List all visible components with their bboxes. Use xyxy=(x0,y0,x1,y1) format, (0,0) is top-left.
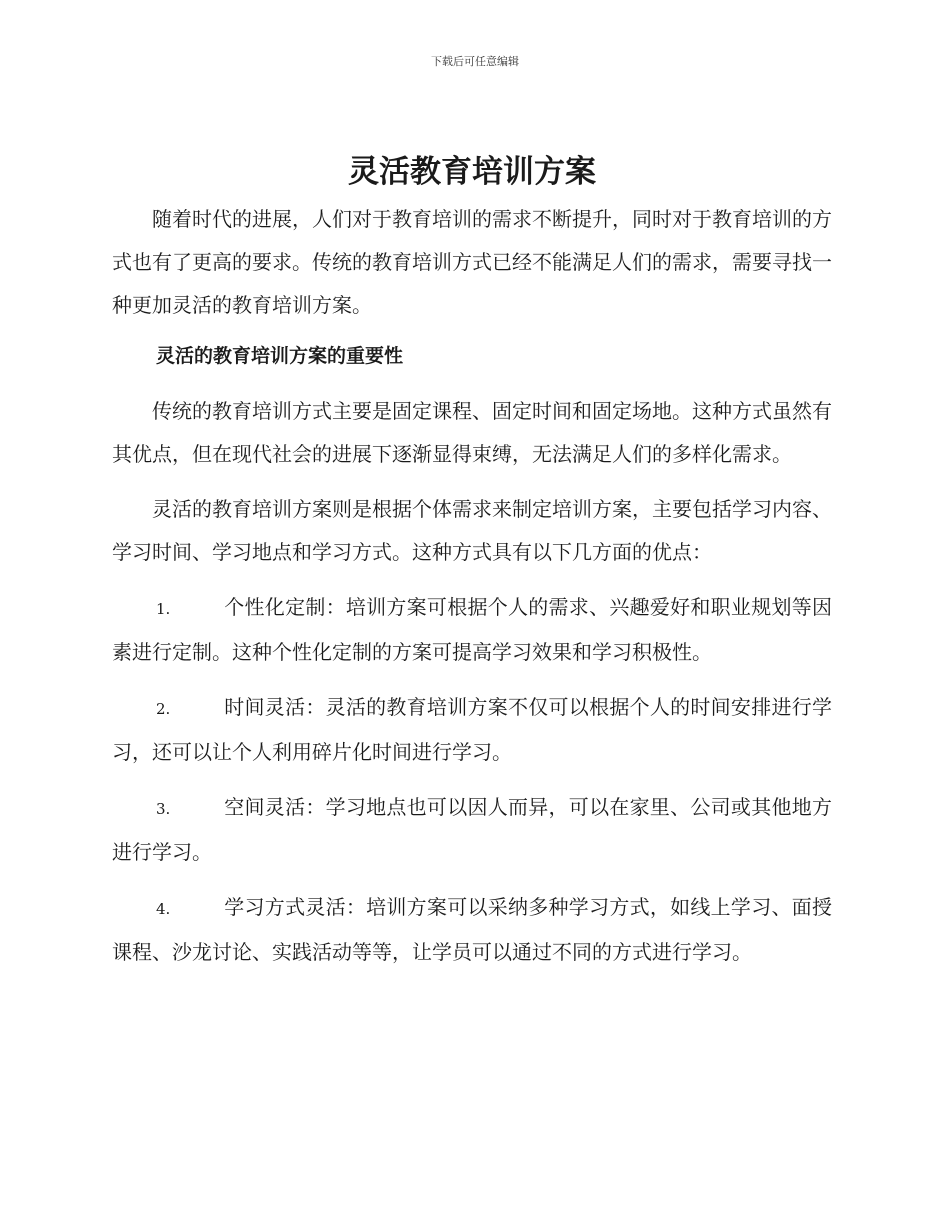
list-item-number: 4. xyxy=(156,900,171,918)
list-item xyxy=(112,886,832,974)
list-item xyxy=(112,586,832,674)
page-header-note: 下载后可任意编辑 xyxy=(431,55,519,68)
list-item-number: 1. xyxy=(156,600,171,618)
body-paragraph: 灵活的教育培训方案则是根据个体需求来制定培训方案，主要包括学习内容、学习时间、学习地点和学习方式。这种方式具有以下几方面的优点： xyxy=(112,497,832,564)
list-item-text: 学习方式灵活：培训方案可以采纳多种学习方式，如线上学习、面授课程、沙龙讨论、实践活动等等，让学员可以通过不同的方式进行学习。 xyxy=(112,895,832,964)
list-item xyxy=(112,786,832,874)
list-item-number: 3. xyxy=(156,800,171,818)
document-body xyxy=(112,150,832,974)
section-heading: 灵活的教育培训方案的重要性 xyxy=(156,345,404,367)
advantages-list xyxy=(112,586,832,974)
list-item-text: 个性化定制：培训方案可根据个人的需求、兴趣爱好和职业规划等因素进行定制。这种个性化定制的方案可提高学习效果和学习积极性。 xyxy=(112,595,832,664)
list-item-number: 2. xyxy=(156,700,171,718)
list-item-text: 空间灵活：学习地点也可以因人而异，可以在家里、公司或其他地方进行学习。 xyxy=(112,795,832,864)
document-title: 灵活教育培训方案 xyxy=(348,154,596,190)
list-item-text: 时间灵活：灵活的教育培训方案不仅可以根据个人的时间安排进行学习，还可以让个人利用碎片化时间进行学习。 xyxy=(112,695,832,764)
list-item xyxy=(112,686,832,774)
body-paragraph: 传统的教育培训方式主要是固定课程、固定时间和固定场地。这种方式虽然有其优点，但在现代社会的进展下逐渐显得束缚，无法满足人们的多样化需求。 xyxy=(112,399,832,466)
intro-paragraph: 随着时代的进展，人们对于教育培训的需求不断提升，同时对于教育培训的方式也有了更高的要求。传统的教育培训方式已经不能满足人们的需求，需要寻找一种更加灵活的教育培训方案。 xyxy=(112,207,832,317)
